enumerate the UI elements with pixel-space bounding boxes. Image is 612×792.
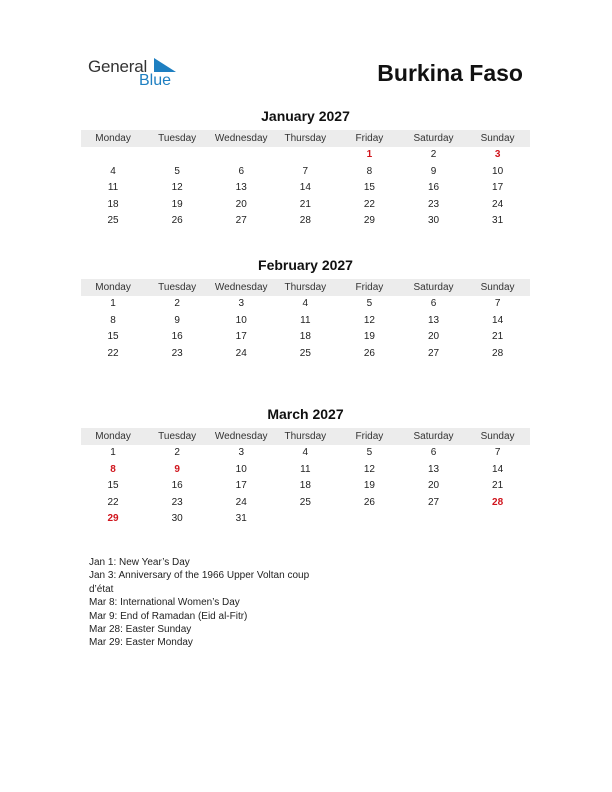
- day-cell: 18: [299, 331, 311, 343]
- holiday-day-cell: 9: [174, 463, 180, 475]
- day-cell: 14: [299, 182, 311, 194]
- day-cell: 7: [494, 447, 501, 458]
- day-cell: 25: [107, 215, 119, 227]
- weekday-header: Friday: [355, 133, 384, 144]
- day-cell: 31: [492, 215, 504, 227]
- week-row: [81, 296, 530, 313]
- weekday-header: Tuesday: [158, 282, 197, 293]
- holiday-day-cell: 29: [107, 513, 119, 525]
- day-cell: 22: [107, 496, 119, 508]
- day-cell: 13: [427, 463, 440, 475]
- week-row: [81, 445, 530, 462]
- month-february: [81, 256, 530, 362]
- week-row: [81, 164, 530, 181]
- weekday-header-row: [81, 279, 530, 296]
- day-cell: 6: [430, 298, 437, 309]
- day-cell: 4: [302, 298, 309, 309]
- day-cell: 19: [363, 331, 375, 343]
- day-cell: 12: [363, 314, 375, 326]
- day-cell: 14: [492, 314, 504, 326]
- day-cell: 22: [107, 347, 119, 359]
- day-cell: [273, 147, 337, 164]
- weekday-header: Tuesday: [158, 431, 197, 442]
- day-cell: 11: [300, 463, 311, 475]
- day-cell: 8: [110, 314, 116, 326]
- day-cell: 5: [174, 165, 180, 177]
- day-cell: 16: [171, 480, 183, 492]
- holiday-day-cell: 1: [366, 149, 373, 160]
- weekday-header: Friday: [355, 282, 384, 293]
- weekday-header: Friday: [355, 431, 384, 442]
- day-cell: 5: [366, 298, 373, 309]
- weekday-header-row: [81, 130, 530, 147]
- day-cell: 19: [363, 480, 375, 492]
- day-cell: 24: [235, 347, 247, 359]
- holiday-day-cell: 8: [110, 463, 116, 475]
- holiday-entry: d’état: [89, 583, 114, 595]
- week-row: [81, 313, 530, 330]
- day-cell: 17: [235, 331, 247, 343]
- weekday-header: Sunday: [480, 133, 515, 144]
- holiday-entry: Mar 28: Easter Sunday: [89, 624, 192, 636]
- holiday-entry: Mar 29: Easter Monday: [89, 637, 193, 649]
- weekday-header: Monday: [95, 282, 131, 293]
- week-row: [81, 213, 530, 230]
- day-cell: 30: [171, 513, 183, 525]
- day-cell: [401, 511, 465, 528]
- day-cell: 23: [171, 347, 183, 359]
- day-cell: 4: [302, 447, 309, 458]
- weekday-header: Thursday: [284, 431, 327, 442]
- day-cell: 13: [235, 182, 247, 194]
- day-cell: 10: [235, 463, 247, 475]
- day-cell: 17: [235, 480, 247, 492]
- day-cell: 26: [171, 215, 183, 227]
- day-cell: 7: [302, 165, 309, 177]
- day-cell: 20: [235, 198, 247, 210]
- day-cell: 10: [492, 165, 504, 177]
- weekday-header: Saturday: [413, 282, 454, 293]
- day-cell: [81, 147, 145, 164]
- generalblue-logo: [88, 57, 188, 93]
- day-cell: 21: [299, 198, 311, 210]
- day-cell: 4: [110, 165, 116, 177]
- day-cell: 13: [427, 314, 440, 326]
- week-row: [81, 329, 530, 346]
- day-cell: 8: [366, 165, 373, 177]
- day-cell: 31: [235, 513, 247, 525]
- day-cell: 24: [492, 198, 504, 210]
- holiday-entry: Jan 3: Anniversary of the 1966 Upper Voltan coup: [89, 570, 310, 582]
- day-cell: 20: [427, 331, 440, 343]
- day-cell: 15: [363, 182, 375, 194]
- week-row: [81, 346, 530, 363]
- day-cell: 24: [235, 496, 247, 508]
- day-cell: 12: [363, 463, 375, 475]
- weekday-header: Wednesday: [214, 133, 268, 144]
- day-cell: 28: [492, 347, 504, 359]
- day-cell: 5: [366, 447, 373, 458]
- weekday-header: Tuesday: [158, 133, 197, 144]
- day-cell: 16: [171, 331, 183, 343]
- month-title: February 2027: [258, 257, 353, 273]
- day-cell: 7: [494, 298, 501, 309]
- day-cell: [273, 511, 337, 528]
- weekday-header: Thursday: [284, 282, 327, 293]
- day-cell: [466, 511, 530, 528]
- holiday-entry: Mar 9: End of Ramadan (Eid al-Fitr): [89, 610, 248, 622]
- weekday-header: Monday: [95, 133, 131, 144]
- day-cell: 14: [492, 463, 504, 475]
- month-march: [81, 405, 530, 528]
- day-cell: [337, 511, 401, 528]
- day-cell: 10: [235, 314, 247, 326]
- holiday-list: [89, 556, 349, 650]
- day-cell: 15: [107, 331, 119, 343]
- day-cell: 27: [427, 347, 440, 359]
- day-cell: 27: [235, 215, 247, 227]
- day-cell: 25: [299, 347, 311, 359]
- week-row: [81, 511, 530, 528]
- day-cell: 12: [171, 182, 183, 194]
- day-cell: 19: [171, 198, 183, 210]
- logo-general-text: General: [88, 57, 148, 76]
- day-cell: 23: [427, 198, 440, 210]
- day-cell: 2: [430, 149, 437, 160]
- day-cell: 3: [238, 298, 245, 309]
- day-cell: 30: [427, 215, 440, 227]
- holiday-day-cell: 28: [492, 496, 504, 508]
- day-cell: 20: [427, 480, 440, 492]
- week-row: [81, 495, 530, 512]
- day-cell: 3: [238, 447, 245, 458]
- day-cell: [145, 147, 209, 164]
- holiday-day-cell: 3: [494, 149, 501, 160]
- day-cell: 16: [427, 182, 440, 194]
- day-cell: 21: [492, 331, 504, 343]
- holiday-entry: Jan 1: New Year’s Day: [89, 557, 190, 568]
- day-cell: 6: [430, 447, 437, 458]
- day-cell: 11: [300, 314, 311, 326]
- day-cell: 26: [363, 496, 375, 508]
- day-cell: 21: [492, 480, 504, 492]
- day-cell: 18: [107, 198, 119, 210]
- day-cell: 26: [363, 347, 375, 359]
- day-cell: 9: [174, 314, 180, 326]
- weekday-header: Monday: [95, 431, 131, 442]
- country-title: Burkina Faso: [377, 60, 523, 86]
- day-cell: 6: [238, 165, 245, 177]
- weekday-header: Thursday: [284, 133, 327, 144]
- month-title: March 2027: [267, 406, 344, 422]
- weekday-header: Wednesday: [214, 282, 268, 293]
- weekday-header: Wednesday: [214, 431, 268, 442]
- holiday-entry: Mar 8: International Women’s Day: [89, 597, 240, 609]
- week-row: [81, 478, 530, 495]
- day-cell: 11: [107, 182, 119, 194]
- day-cell: 15: [107, 480, 119, 492]
- week-row: [81, 147, 530, 164]
- day-cell: 28: [299, 215, 311, 227]
- day-cell: [209, 147, 273, 164]
- day-cell: 29: [363, 215, 375, 227]
- week-row: [81, 462, 530, 479]
- day-cell: 9: [430, 165, 437, 177]
- day-cell: 25: [299, 496, 311, 508]
- day-cell: 2: [174, 447, 180, 458]
- logo-blue-text: Blue: [139, 72, 172, 89]
- day-cell: 22: [363, 198, 375, 210]
- day-cell: 1: [110, 298, 116, 309]
- weekday-header: Saturday: [413, 133, 454, 144]
- week-row: [81, 180, 530, 197]
- weekday-header: Sunday: [480, 431, 515, 442]
- day-cell: 1: [110, 447, 116, 458]
- month-title: January 2027: [261, 108, 350, 124]
- day-cell: 17: [492, 182, 504, 194]
- week-row: [81, 197, 530, 214]
- month-january: [81, 107, 530, 230]
- day-cell: 23: [171, 496, 183, 508]
- weekday-header: Saturday: [413, 431, 454, 442]
- day-cell: 27: [427, 496, 440, 508]
- day-cell: 2: [174, 298, 180, 309]
- day-cell: 18: [299, 480, 311, 492]
- weekday-header-row: [81, 428, 530, 445]
- weekday-header: Sunday: [480, 282, 515, 293]
